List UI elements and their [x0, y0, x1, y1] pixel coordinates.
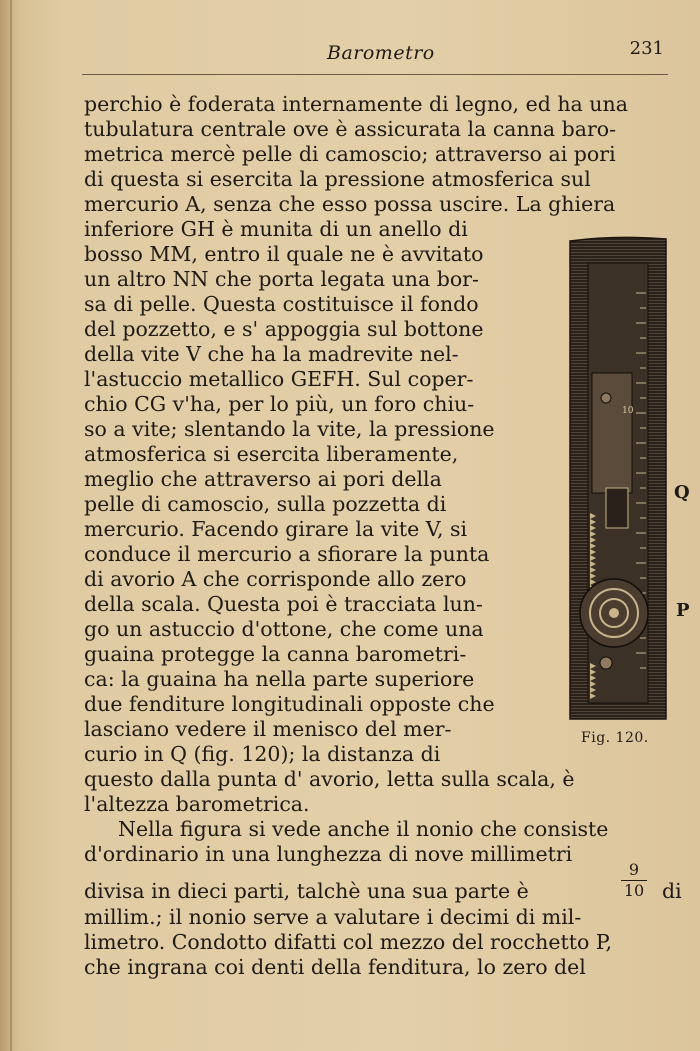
- text-line: due fenditure longitudinali opposte che: [84, 692, 495, 716]
- text-line: limetro. Condotto difatti col mezzo del rocchetto P,: [84, 930, 612, 954]
- text-line: mercurio A, senza che esso possa uscire. La ghiera: [84, 192, 616, 216]
- figure-label-p: P: [676, 600, 690, 621]
- scale-mark-10: 10: [622, 406, 634, 416]
- text-line: conduce il mercurio a sfiorare la punta: [84, 542, 490, 566]
- text-line: metrica mercè pelle di camoscio; attraverso ai pori: [84, 142, 616, 166]
- fraction-denominator: 10: [623, 881, 645, 900]
- text-line: pelle di camoscio, sulla pozzetta di: [84, 492, 447, 516]
- text-line: della vite V che ha la madrevite nel-: [84, 342, 459, 366]
- figure-label-q: Q: [674, 482, 690, 503]
- meniscus-window: [606, 488, 628, 528]
- text-line: go un astuccio d'ottone, che come una: [84, 617, 484, 641]
- page-number: 231: [629, 38, 664, 59]
- text-line: d'ordinario in una lunghezza di nove millimetri: [84, 842, 573, 866]
- text-line: bosso MM, entro il quale ne è avvitato: [84, 242, 484, 266]
- fraction: [619, 861, 649, 900]
- text-line: millim.; il nonio serve a valutare i decimi di mil-: [84, 905, 582, 929]
- text-line: atmosferica si esercita liberamente,: [84, 442, 459, 466]
- text-line: Nella figura si vede anche il nonio che consiste: [118, 817, 609, 841]
- running-title: Barometro: [327, 42, 435, 64]
- text-line: l'altezza barometrica.: [84, 792, 310, 816]
- figure-caption: Fig. 120.: [581, 730, 649, 746]
- text-line: tubulatura centrale ove è assicurata la canna baro-: [84, 117, 617, 141]
- text-line: di avorio A che corrisponde allo zero: [84, 567, 467, 591]
- text-line: sa di pelle. Questa costituisce il fondo: [84, 292, 479, 316]
- text-line: meglio che attraverso ai pori della: [84, 467, 442, 491]
- text-line: guaina protegge la canna barometri-: [84, 642, 467, 666]
- header-rule: [82, 74, 668, 75]
- text-line: l'astuccio metallico GEFH. Sul coper-: [84, 367, 474, 391]
- text-line: della scala. Questa poi è tracciata lun-: [84, 592, 483, 616]
- text-line: ca: la guaina ha nella parte superiore: [84, 667, 475, 691]
- text-line: inferiore GH è munita di un anello di: [84, 217, 468, 241]
- running-header: [82, 38, 668, 78]
- text-line: mercurio. Facendo girare la vite V, si: [84, 517, 468, 541]
- text-line-with-fraction: [84, 860, 684, 905]
- text-line: so a vite; slentando la vite, la pressione: [84, 417, 495, 441]
- vernier-screw: [601, 393, 611, 403]
- text-line: divisa in dieci parti, talchè una sua parte è: [84, 879, 529, 903]
- page-gutter: [10, 0, 12, 1051]
- text-line: curio in Q (fig. 120); la distanza di: [84, 742, 441, 766]
- text-line: perchio è foderata internamente di legno, ed ha una: [84, 92, 628, 116]
- text-line: chio CG v'ha, per lo più, un foro chiu-: [84, 392, 475, 416]
- barometer-figure: [566, 233, 670, 723]
- text-line: questo dalla punta d' avorio, letta sulla scala, è: [84, 767, 575, 791]
- fraction-suffix: di: [662, 879, 682, 903]
- text-line: che ingrana coi denti della fenditura, lo zero del: [84, 955, 586, 979]
- text-line: del pozzetto, e s' appoggia sul bottone: [84, 317, 484, 341]
- vernier-slider: [592, 373, 632, 493]
- fraction-numerator: 9: [628, 860, 640, 879]
- lower-screw: [600, 657, 612, 669]
- text-line: lasciano vedere il menisco del mer-: [84, 717, 452, 741]
- text-line: di questa si esercita la pressione atmosferica sul: [84, 167, 591, 191]
- pinion-hub: [609, 608, 619, 618]
- text-line: un altro NN che porta legata una bor-: [84, 267, 479, 291]
